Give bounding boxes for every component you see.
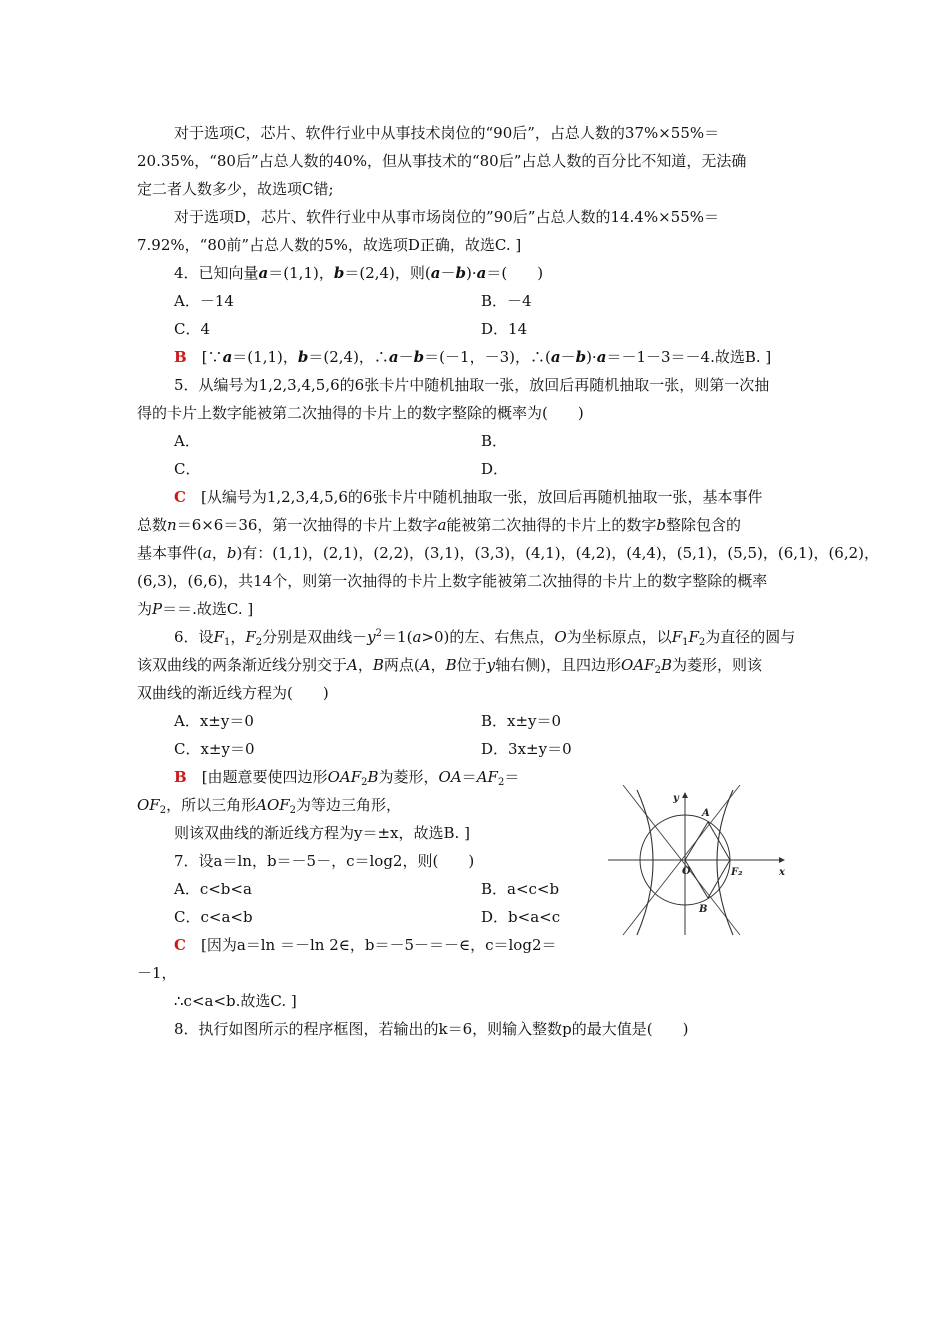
q6-stem-line-3: 双曲线的渐近线方程为( ) xyxy=(137,684,329,702)
q5-solution-line-2: 总数n＝6×6＝36，第一次抽得的卡片上数字a能被第二次抽得的卡片上的数字b整除包含的 xyxy=(137,516,742,534)
option-c-line-1: 对于选项C，芯片、软件行业中从事技术岗位的“90后”，占总人数的37%×55%＝ xyxy=(174,124,720,142)
y-axis-arrow xyxy=(682,792,688,798)
q5-stem-line-2: 得的卡片上数字能被第二次抽得的卡片上的数字整除的概率为( ) xyxy=(137,404,584,422)
q7-solution-line-1: C [因为a＝ln ＝－ln 2∈，b＝－5－＝－∈，c＝log2＝ xyxy=(174,936,557,954)
q6-option-d[interactable]: D．3x±y＝0 xyxy=(481,740,572,758)
q6-option-a[interactable]: A．x±y＝0 xyxy=(174,712,254,730)
q7-option-b[interactable]: B．a<c<b xyxy=(481,880,560,898)
q4-option-b[interactable]: B．－4 xyxy=(481,292,532,310)
origin-label: O xyxy=(682,866,691,877)
q6-solution-line-3: 则该双曲线的渐近线方程为y＝±x，故选B. ] xyxy=(174,824,470,842)
q4-solution: B [∵a＝(1,1)，b＝(2,4)，∴a－b＝(－1，－3)，∴(a－b)·a＝－1－3＝－4.故选B. ] xyxy=(174,348,772,366)
q6-option-b[interactable]: B．x±y＝0 xyxy=(481,712,562,730)
q6-options-row-2 xyxy=(174,739,854,759)
q4-option-a[interactable]: A．－14 xyxy=(174,292,234,310)
q7-answer: C xyxy=(174,936,186,954)
option-c-line-3: 定二者人数多少，故选项C错; xyxy=(137,180,334,198)
q6-solution-line-2: $OF_2$，所以三角形$AOF_2$为等边三角形， xyxy=(137,796,402,816)
q4-option-c[interactable]: C．4 xyxy=(174,320,211,338)
option-d-line-1: 对于选项D，芯片、软件行业中从事市场岗位的”90后”占总人数的14.4%×55%＝ xyxy=(174,208,720,226)
q4-options-row-1 xyxy=(174,291,854,311)
q5-option-b[interactable]: B． xyxy=(481,432,508,450)
q5-option-a[interactable]: A． xyxy=(174,432,200,450)
point-a-label: A xyxy=(702,808,710,819)
f2-label: F₂ xyxy=(731,867,743,878)
q6-stem-line-1: 6．设$F_1$，$F_2$分别是双曲线$-y^2=1(a>0)$的左、右焦点，O为坐标原点，以$F_1F_2$为直径的圆与 xyxy=(174,628,796,648)
q6-solution-line-1: B [由题意要使四边形$OAF_2B$为菱形，$OA=AF_2=$ xyxy=(174,768,520,788)
q5-options-row-2 xyxy=(174,459,854,479)
q7-option-d[interactable]: D．b<a<c xyxy=(481,908,561,926)
q6-option-c[interactable]: C．x±y＝0 xyxy=(174,740,255,758)
q5-options-row-1 xyxy=(174,431,854,451)
q7-stem: 7．设a＝ln，b＝－5－，c＝log2，则( ) xyxy=(174,852,475,870)
q5-solution-line-5: 为P＝＝.故选C. ] xyxy=(137,600,254,618)
q6-options-row-1 xyxy=(174,711,854,731)
q4-stem: 4．已知向量a＝(1,1)，b＝(2,4)，则(a－b)·a＝( ) xyxy=(174,264,544,282)
option-d-line-2: 7.92%，“80前”占总人数的5%，故选项D正确，故选C. ] xyxy=(137,236,522,254)
q5-stem-line-1: 5．从编号为1,2,3,4,5,6的6张卡片中随机抽取一张，放回后再随机抽取一张，则第一次抽 xyxy=(174,376,770,394)
q5-answer: C xyxy=(174,488,186,506)
x-axis-arrow xyxy=(779,857,785,863)
point-b-label: B xyxy=(699,904,708,915)
q7-option-c[interactable]: C．c<a<b xyxy=(174,908,253,926)
q5-solution-line-1: C [从编号为1,2,3,4,5,6的6张卡片中随机抽取一张，放回后再随机抽取一张，基本事件 xyxy=(174,488,763,506)
q7-solution-line-2: －1， xyxy=(137,964,177,982)
y-label: y xyxy=(673,793,679,804)
q5-solution-line-3: 基本事件(a，b)有：(1,1)，(2,1)，(2,2)，(3,1)，(3,3)，(4,1)，(4,2)，(4,4)，(5,1)，(5,5)，(6,1)，(6,2)， xyxy=(137,544,880,562)
q5-option-c[interactable]: C． xyxy=(174,460,201,478)
q7-option-a[interactable]: A．c<b<a xyxy=(174,880,252,898)
q4-options-row-2 xyxy=(174,319,854,339)
q6-stem-line-2: 该双曲线的两条渐近线分别交于A，B两点(A，B位于y轴右侧)，且四边形$OAF_2B$为菱形，则该 xyxy=(137,656,762,676)
option-c-line-2: 20.35%，“80后”占总人数的40%，但从事技术的“80后”占总人数的百分比不知道，无法确 xyxy=(137,152,747,170)
q4-option-d[interactable]: D．14 xyxy=(481,320,528,338)
q8-stem: 8．执行如图所示的程序框图，若输出的k＝6，则输入整数p的最大值是( ) xyxy=(174,1020,689,1038)
hyperbola-figure xyxy=(603,785,793,940)
x-label: x xyxy=(779,867,785,878)
q7-solution-line-3: ∴c<a<b.故选C. ] xyxy=(174,992,297,1010)
q5-option-d[interactable]: D． xyxy=(481,460,509,478)
q5-solution-line-4: (6,3)，(6,6)，共14个，则第一次抽得的卡片上数字能被第二次抽得的卡片上的数字整除的概率 xyxy=(137,572,768,590)
q6-answer: B xyxy=(174,768,187,786)
q4-answer: B xyxy=(174,348,187,366)
